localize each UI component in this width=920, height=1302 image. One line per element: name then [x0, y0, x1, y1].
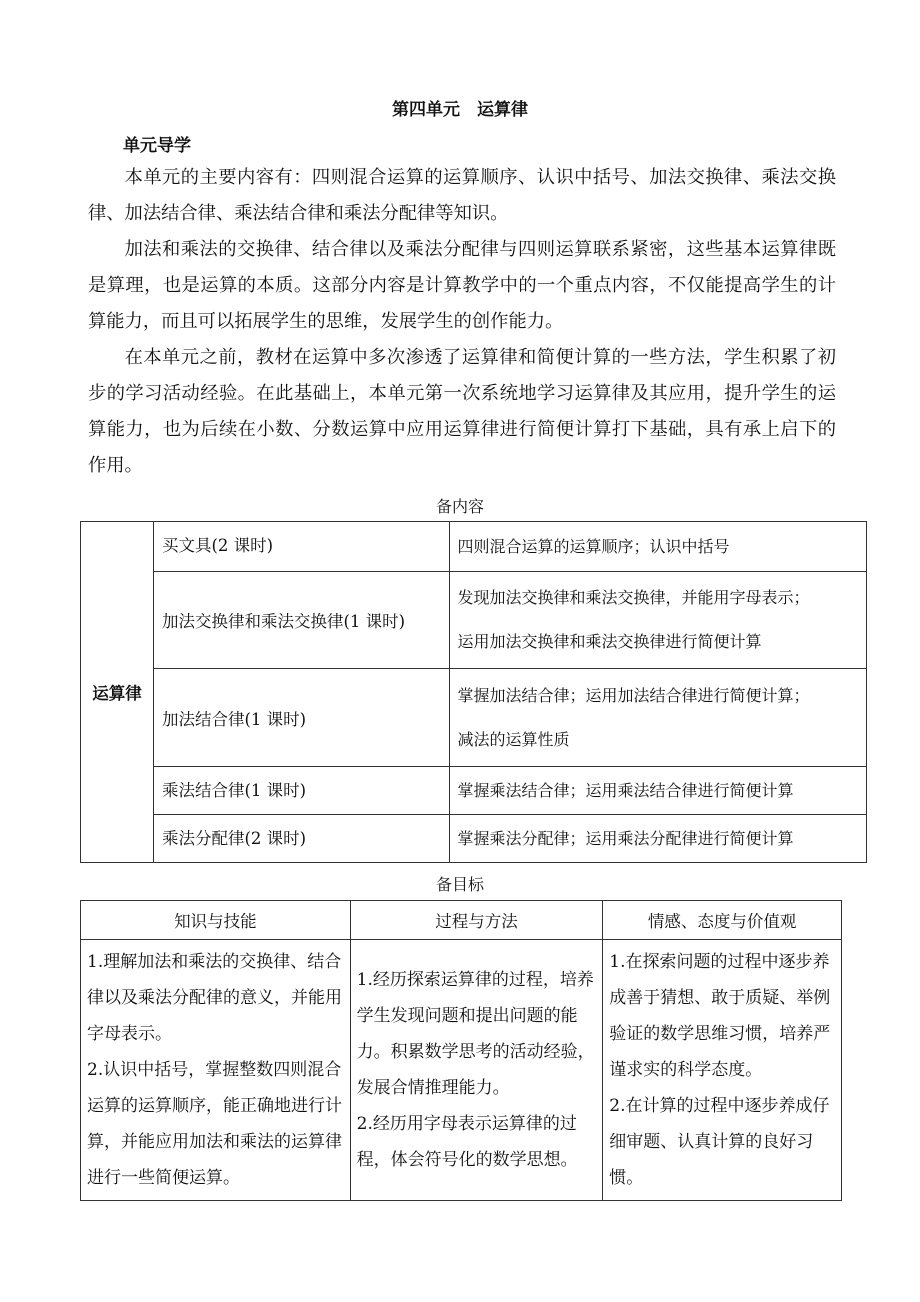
content-line: 掌握加法结合律；运用加法结合律进行简便计算； — [457, 685, 810, 705]
goals-table-caption: 备目标 — [435, 875, 484, 894]
header-attitude: 情感、态度与价值观 — [603, 901, 842, 940]
content-line: 发现加法交换律和乘法交换律，并能用字母表示； — [457, 588, 810, 607]
lesson-cell: 加法结合律(1 课时) — [153, 669, 449, 767]
attitude-cell: 1.在探索问题的过程中逐步养成善于猜想、敢于质疑、举例验证的数学思维习惯，培养严谨求实的科学态度。 2.在计算的过程中逐步养成仔细审题、认真计算的良好习惯。 — [603, 940, 842, 1201]
content-cell — [449, 572, 866, 669]
table-row — [81, 815, 867, 863]
header-knowledge: 知识与技能 — [81, 901, 351, 940]
table-row — [81, 669, 867, 767]
table-row — [81, 940, 842, 1201]
table-row — [81, 767, 867, 815]
group-cell: 运算律 — [81, 522, 154, 863]
content-table — [80, 521, 867, 863]
header-row — [81, 901, 842, 940]
content-cell — [449, 767, 866, 815]
content-line: 掌握乘法分配律；运用乘法分配律进行简便计算 — [457, 828, 794, 848]
lesson-cell: 乘法分配律(2 课时) — [153, 815, 449, 863]
paragraph: 本单元的主要内容有：四则混合运算的运算顺序、认识中括号、加法交换律、乘法交换律、加法结合律、乘法结合律和乘法分配律等知识。 — [88, 167, 836, 224]
header-process: 过程与方法 — [350, 901, 603, 940]
page-title: 第四单元 运算律 — [392, 100, 528, 120]
lesson-cell: 买文具(2 课时) — [153, 522, 449, 572]
paragraph: 加法和乘法的交换律、结合律以及乘法分配律与四则运算联系紧密，这些基本运算律既是算理，也是运算的本质。这部分内容是计算教学中的一个重点内容，不仅能提高学生的计算能力，而且可以拓展学生的思维，发展学生的创作能力。 — [88, 239, 836, 332]
content-line: 四则混合运算的运算顺序；认识中括号 — [457, 536, 730, 556]
process-cell: 1.经历探索运算律的过程，培养学生发现问题和提出问题的能力。积累数学思考的活动经验，发展合情推理能力。 2.经历用字母表示运算律的过程，体会符号化的数学思想。 — [350, 940, 603, 1201]
content-cell — [449, 669, 866, 767]
lesson-cell: 加法交换律和乘法交换律(1 课时) — [153, 572, 449, 669]
intro-body — [88, 160, 836, 484]
paragraph: 在本单元之前，教材在运算中多次渗透了运算律和简便计算的一些方法，学生积累了初步的学习活动经验。在此基础上，本单元第一次系统地学习运算律及其应用，提升学生的运算能力，也为后续在小数、分数运算中应用运算律进行简便计算打下基础，具有承上启下的作用。 — [88, 347, 836, 476]
table-row — [81, 522, 867, 572]
knowledge-cell: 1.理解加法和乘法的交换律、结合律以及乘法分配律的意义，并能用字母表示。 2.认识中括号，掌握整数四则混合运算的运算顺序，能正确地进行计算，并能应用加法和乘法的运算律进行一些简便运算。 — [81, 940, 351, 1201]
table-row — [81, 572, 867, 669]
goals-table — [80, 900, 842, 1201]
section-heading: 单元导学 — [123, 136, 191, 156]
content-table-caption: 备内容 — [435, 497, 484, 516]
content-cell — [449, 522, 866, 572]
content-line: 减法的运算性质 — [457, 729, 570, 749]
content-cell — [449, 815, 866, 863]
lesson-cell: 乘法结合律(1 课时) — [153, 767, 449, 815]
content-line: 掌握乘法结合律；运用乘法结合律进行简便计算 — [457, 780, 794, 800]
content-line: 运用加法交换律和乘法交换律进行简便计算 — [457, 632, 762, 651]
